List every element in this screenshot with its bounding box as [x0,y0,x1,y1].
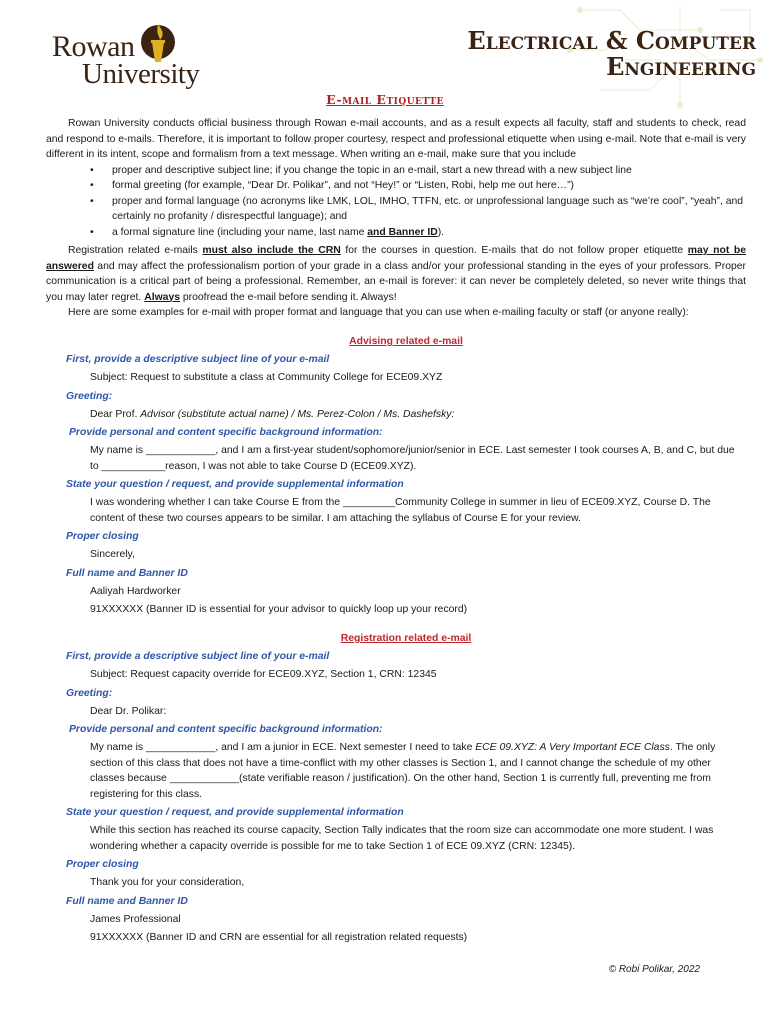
requirement-signature: • a formal signature line (including your name, last name and Banner ID). [46,225,746,241]
not-answered-emphasis: may not be answered [46,245,746,272]
crn-emphasis: must also include the CRN [202,245,341,256]
registration-question: While this section has reached its course capacity, Section Tally indicates that the room size can accommodate one more student. I was wondering whether a capacity override is possible for me to take Section 1 of ECE 09.XYZ (CRN: 12345). [90,825,714,852]
advising-greeting-label: Greeting: [66,390,113,402]
registration-greeting: Dear Dr. Polikar: [90,705,167,717]
advising-example [66,334,746,618]
registration-subject-label: First, provide a descriptive subject line of your e-mail [66,651,330,662]
banner-id-emphasis: and Banner ID [367,226,438,238]
advising-greeting: Dear Prof. Advisor (substitute actual name) / Ms. Perez-Colon / Ms. Dashefsky: [90,408,455,420]
requirement-greeting: • formal greeting (for example, “Dear Dr. Polikar”, and not “Hey!” or “Listen, Robi, help me out here…”) [46,178,746,194]
registration-greeting-label: Greeting: [66,687,113,699]
registration-name-label: Full name and Banner ID [66,895,188,907]
advising-subject-label: First, provide a descriptive subject line of your e-mail [66,354,330,365]
logo-text-university: University [82,58,200,90]
registration-heading: Registration related e-mail [340,633,472,644]
registration-subject: Subject: Request capacity override for ECE09.XYZ, Section 1, CRN: 12345 [90,669,437,680]
registration-question-label: State your question / request, and provide supplemental information [66,807,404,818]
department-line-2: Engineering [606,52,756,81]
requirements-list [46,163,746,241]
examples-intro: Here are some examples for e-mail with proper format and language that you can use when e-mailing faculty or staff (or anyone really): [68,307,689,318]
intro-paragraph: Rowan University conducts official business through Rowan e-mail accounts, and as a result expects all faculty, staff and students to check, read and respond to e-mails. Therefore, it is important to follow proper courtesy, respect and professional etiquette when using e-mail. Note that e-mail is very different in its intent, scope and formalism from a text message. When writing an e-mail, make sure that you include [46,118,746,160]
department-title [467,28,756,80]
registration-banner-id: 91XXXXXX (Banner ID and CRN are essential for all registration related requests) [90,932,468,943]
advising-name-label: Full name and Banner ID [66,567,188,579]
advising-heading: Advising related e-mail [349,336,463,347]
advising-background-label: Provide personal and content specific background information: [69,427,383,438]
always-emphasis: Always [144,291,180,303]
advising-question: I was wondering whether I can take Course E from the _________Community College in summer in lieu of ECE09.XYZ, Course D. The content of these two courses appears to be similar. I am attaching the syllabus of Course E for your review. [90,497,711,524]
registration-example [66,631,746,946]
advising-banner-id: 91XXXXXX (Banner ID is essential for your advisor to quickly loop up your record) [90,604,468,615]
registration-background-label: Provide personal and content specific background information: [69,724,383,735]
registration-closing-label: Proper closing [66,859,139,870]
requirement-language: • proper and formal language (no acronyms like LMK, LOL, IMHO, TTFN, etc. or unprofessional language such as “we’re cool”, “yeah”, and certainly no profanity / disrespectful language); and [46,194,746,225]
advising-subject: Subject: Request to substitute a class at Community College for ECE09.XYZ [90,372,443,383]
requirement-subject-line: • proper and descriptive subject line; if you change the topic in an e-mail, start a new thread with a new subject line [46,163,746,179]
rowan-university-logo [52,18,202,88]
registration-closing: Thank you for your consideration, [90,877,245,888]
registration-paragraph: Registration related e-mails must also include the CRN for the courses in question. E-mails that do not follow proper etiquette may not be answered and may affect the professionalism portion of your grade in a class and/or your professional standing in the eyes of your professors. Proper communication is a critical part of being a professional. Remember, an e-mail is forever: it can never be completely deleted, so never write things that you may later regret. Always proofread the e-mail before sending it. Always! [46,245,746,303]
advising-question-label: State your question / request, and provide supplemental information [66,479,404,490]
advising-name: Aaliyah Hardworker [90,585,181,597]
page-header [0,0,770,92]
document-title: E-mail Etiquette [326,92,444,107]
document-body [46,116,746,321]
registration-name: James Professional [90,913,181,925]
department-line-1: Electrical & Computer [467,26,756,55]
logo-text-rowan: Rowan [52,30,135,63]
advising-background: My name is ____________, and I am a first-year student/sophomore/junior/senior in ECE. Last semester I took courses A, B, and C, but due to ___________reason, I was not able to take Course D (ECE09.XYZ). [90,445,735,472]
advising-closing: Sincerely, [90,549,135,560]
advising-closing-label: Proper closing [66,531,139,542]
registration-background: My name is ____________, and I am a junior in ECE. Next semester I need to take ECE 09.XYZ: A Very Important ECE Class. The only section of this class that does not have a time-conflict with my other classes is Section 1, and I cannot change the schedule of my other classes because ____________(state verifiable reason / justification). On the other hand, Section 1 is currently full, preventing me from registering for this class. [90,742,716,800]
copyright-footer: © Robi Polikar, 2022 [608,964,700,975]
